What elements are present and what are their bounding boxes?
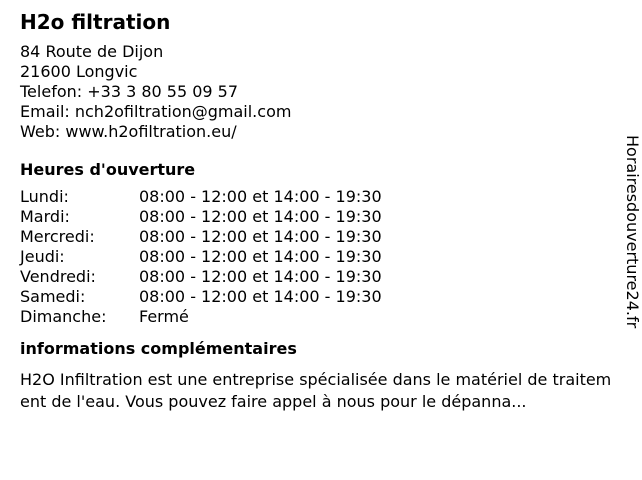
site-watermark: Horairesdouverture24.fr	[623, 135, 642, 329]
opening-hours-table	[20, 187, 620, 327]
opening-hours-title: Heures d'ouverture	[20, 160, 196, 179]
time-range: 08:00 - 12:00 et 14:00 - 19:30	[139, 247, 382, 266]
day-label: Jeudi:	[20, 247, 65, 266]
additional-info-text: H2O Infiltration est une entreprise spécialisée dans le matériel de traitement de l'eau. Vous pouvez faire appel à nous pour le dépanna...	[20, 370, 612, 411]
time-range: 08:00 - 12:00 et 14:00 - 19:30	[139, 207, 382, 226]
time-range: 08:00 - 12:00 et 14:00 - 19:30	[139, 267, 382, 286]
day-label: Vendredi:	[20, 267, 96, 286]
day-label: Mercredi:	[20, 227, 95, 246]
hours-row-mardi	[20, 207, 620, 227]
day-label: Dimanche:	[20, 307, 107, 326]
hours-row-samedi	[20, 287, 620, 307]
business-name: H2o filtration	[20, 10, 171, 34]
address-block	[20, 42, 620, 142]
hours-row-lundi	[20, 187, 620, 207]
website-line: Web: www.h2ofiltration.eu/	[20, 122, 237, 141]
time-range: 08:00 - 12:00 et 14:00 - 19:30	[139, 287, 382, 306]
city-address: 21600 Longvic	[20, 62, 138, 81]
street-address: 84 Route de Dijon	[20, 42, 164, 61]
email-line: Email: nch2ofiltration@gmail.com	[20, 102, 292, 121]
time-range: 08:00 - 12:00 et 14:00 - 19:30	[139, 227, 382, 246]
phone-line: Telefon: +33 3 80 55 09 57	[20, 82, 239, 101]
hours-row-dimanche	[20, 307, 620, 327]
hours-row-vendredi	[20, 267, 620, 287]
hours-row-mercredi	[20, 227, 620, 247]
time-range: 08:00 - 12:00 et 14:00 - 19:30	[139, 187, 382, 206]
business-card	[20, 10, 620, 413]
time-range: Fermé	[139, 307, 189, 326]
hours-row-jeudi	[20, 247, 620, 267]
additional-info-title: informations complémentaires	[20, 339, 297, 358]
day-label: Lundi:	[20, 187, 69, 206]
day-label: Mardi:	[20, 207, 70, 226]
day-label: Samedi:	[20, 287, 86, 306]
